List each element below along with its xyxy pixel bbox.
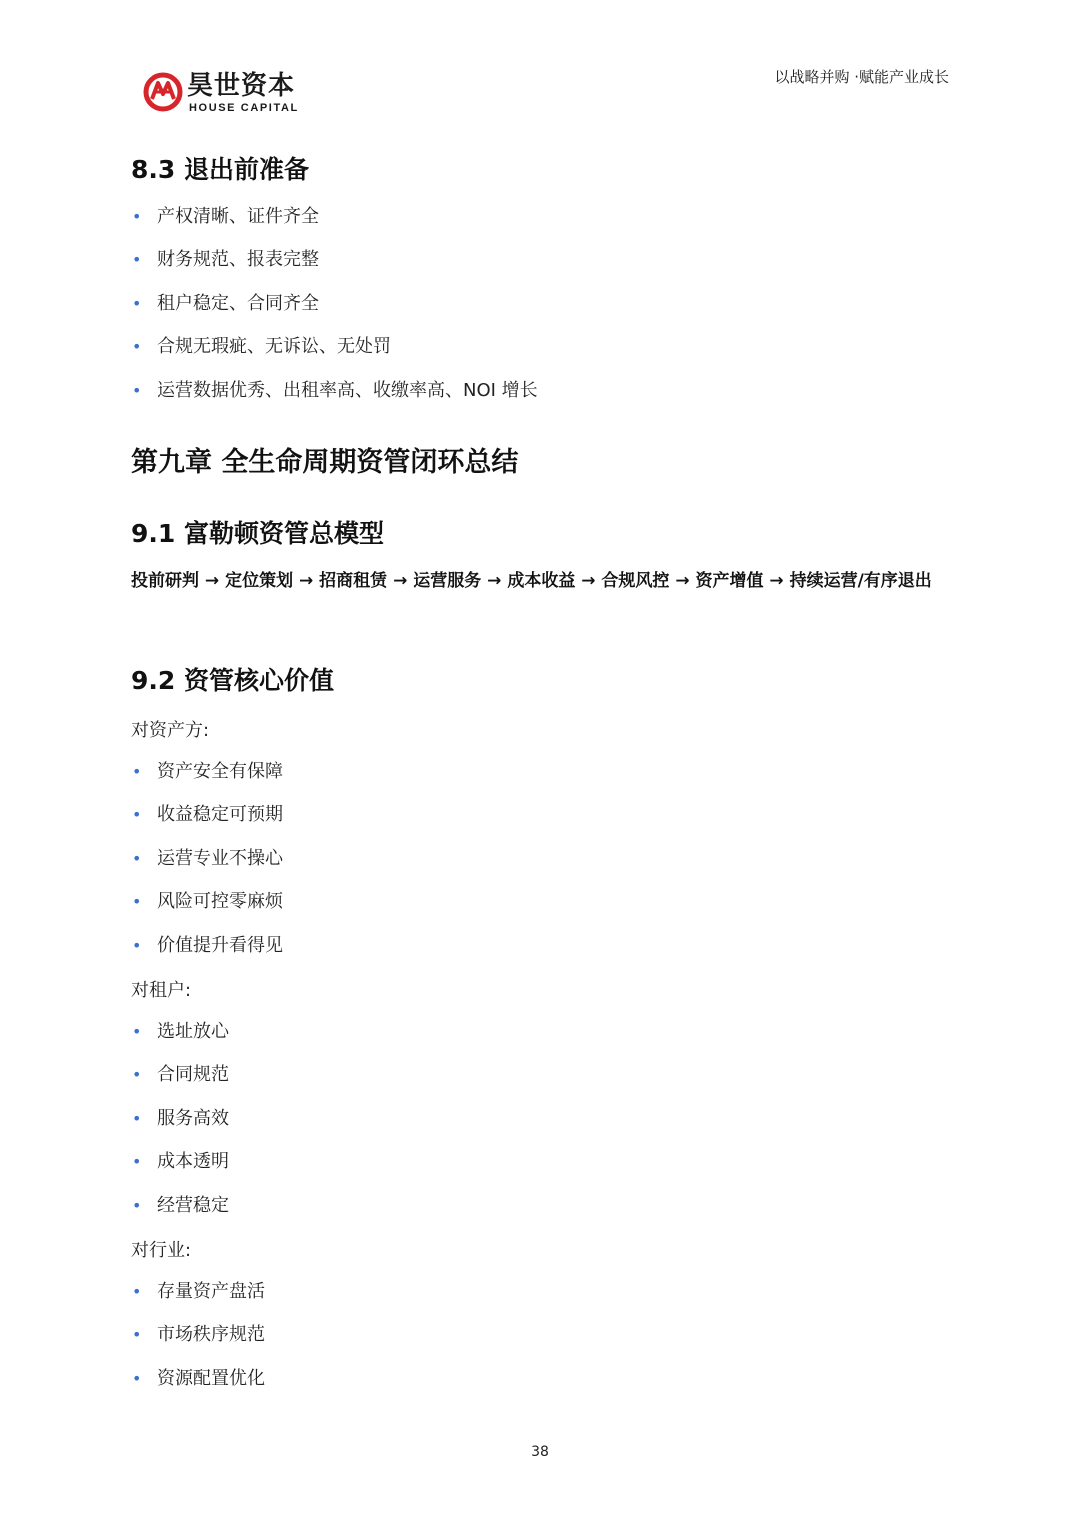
bullet-dot-icon: • (132, 848, 142, 868)
company-logo (143, 70, 343, 120)
bullet-dot-icon: • (132, 293, 142, 313)
list-item (131, 802, 283, 845)
list-item-text: 合同规范 (157, 1064, 229, 1086)
list-item (131, 889, 283, 932)
bullet-dot-icon: • (132, 380, 142, 400)
bullet-dot-icon: • (132, 1282, 142, 1301)
list-item (131, 1062, 229, 1105)
list-item (131, 846, 283, 889)
section-9-1-title: 9.1 富勒顿资管总模型 (131, 519, 384, 548)
bullet-dot-icon: • (132, 762, 142, 781)
bullet-dot-icon: • (132, 1325, 142, 1345)
section-8-3-title: 8.3 退出前准备 (131, 155, 309, 184)
list-item (131, 334, 538, 377)
asset-management-flow: 投前研判 → 定位策划 → 招商租赁 → 运营服务 → 成本收益 → 合规风控 → 资产增值 → 持续运营/有序退出 (131, 571, 932, 591)
section-8-3-list (131, 204, 538, 421)
bullet-dot-icon: • (132, 1022, 142, 1041)
list-item (131, 1149, 229, 1192)
list-item-text: 产权清晰、证件齐全 (157, 206, 319, 227)
list-item-text: 风险可控零麻烦 (157, 891, 283, 913)
logo-text: 昊世资本 (187, 71, 296, 101)
bullet-dot-icon: • (132, 207, 142, 226)
list-item (131, 1019, 229, 1062)
list-item (131, 1193, 229, 1236)
bullet-dot-icon: • (132, 1195, 142, 1215)
list-item-text: 运营专业不操心 (157, 847, 283, 869)
bullet-dot-icon: • (132, 805, 142, 825)
page-number: 38 (531, 1444, 549, 1460)
list-item-text: 市场秩序规范 (157, 1324, 265, 1346)
list-item-text: 运营数据优秀、出租率高、收缴率高、NOI 增长 (157, 379, 538, 401)
list-item-text: 服务高效 (157, 1107, 229, 1129)
list-item-text: 资产安全有保障 (157, 761, 283, 782)
industry-list (131, 1279, 265, 1409)
list-item (131, 291, 538, 334)
bullet-dot-icon: • (132, 1065, 142, 1085)
list-item-text: 经营稳定 (157, 1194, 229, 1216)
tenant-list (131, 1019, 229, 1236)
group-label-asset-owner: 对资产方: (131, 720, 210, 741)
list-item (131, 1106, 229, 1149)
bullet-dot-icon: • (132, 1368, 142, 1388)
house-capital-logo-icon (143, 72, 183, 112)
list-item-text: 合规无瑕疵、无诉讼、无处罚 (157, 336, 391, 358)
section-9-2-title: 9.2 资管核心价值 (131, 666, 334, 695)
bullet-dot-icon: • (132, 1152, 142, 1172)
list-item (131, 1322, 265, 1365)
asset-owner-list (131, 759, 283, 976)
list-item-text: 成本透明 (157, 1151, 229, 1173)
bullet-dot-icon: • (132, 935, 142, 955)
header-tagline: 以战略并购 ·赋能产业成长 (774, 68, 949, 86)
list-item-text: 存量资产盘活 (157, 1281, 265, 1302)
list-item (131, 378, 538, 421)
list-item (131, 933, 283, 976)
list-item (131, 247, 538, 290)
list-item-text: 选址放心 (157, 1021, 229, 1042)
page-header (0, 0, 1080, 130)
list-item (131, 1366, 265, 1409)
bullet-dot-icon: • (132, 250, 142, 270)
bullet-dot-icon: • (132, 1108, 142, 1128)
list-item-text: 资源配置优化 (157, 1367, 265, 1389)
list-item-text: 租户稳定、合同齐全 (157, 292, 319, 314)
list-item (131, 759, 283, 802)
bullet-dot-icon: • (132, 892, 142, 912)
group-label-industry: 对行业: (131, 1240, 192, 1261)
list-item-text: 价值提升看得见 (157, 934, 283, 956)
logo-subtext: HOUSE CAPITAL (189, 102, 299, 114)
list-item (131, 1279, 265, 1322)
list-item-text: 收益稳定可预期 (157, 804, 283, 826)
group-label-tenant: 对租户: (131, 980, 192, 1001)
list-item (131, 204, 538, 247)
list-item-text: 财务规范、报表完整 (157, 249, 319, 271)
chapter-9-title: 第九章 全生命周期资管闭环总结 (131, 447, 519, 478)
bullet-dot-icon: • (132, 337, 142, 357)
